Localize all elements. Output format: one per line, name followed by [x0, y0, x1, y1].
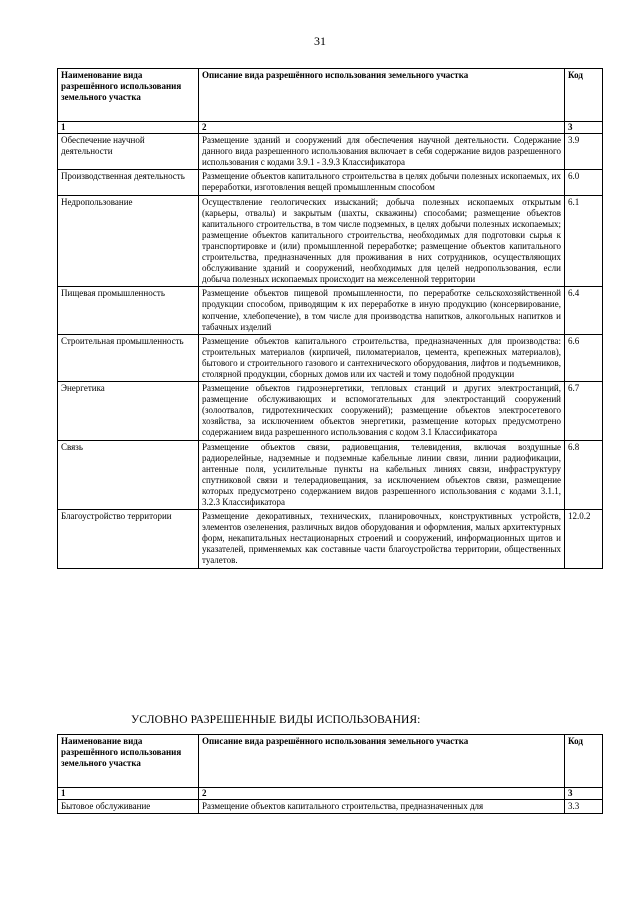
- table-header-row: [58, 69, 603, 122]
- use-name: Обеспечение научной деятельности: [58, 134, 199, 170]
- table-row: [58, 287, 603, 334]
- use-code: 6.4: [565, 287, 603, 334]
- use-code: 6.6: [565, 334, 603, 381]
- use-name: Производственная деятельность: [58, 170, 199, 195]
- header-code: Код: [565, 69, 603, 122]
- column-number-row: [58, 122, 603, 134]
- header-name: Наименование вида разрешённого использования земельного участка: [58, 69, 199, 122]
- conditional-use-table: [57, 734, 603, 814]
- use-name: Благоустройство территории: [58, 510, 199, 568]
- use-description: Размещение декоративных, технических, планировочных, конструктивных устройств, элементов озеленения, различных видов оборудования и оформления, малых архитектурных форм, некапитальных нестационарных строений и сооружений, информационных щитов и указателей, применяемых как составные части благоустройства территории, общественных туалетов.: [199, 510, 565, 568]
- table-row: [58, 134, 603, 170]
- column-number: 1: [58, 122, 199, 134]
- column-number: 2: [199, 122, 565, 134]
- column-number: 2: [199, 788, 565, 800]
- table-row: [58, 195, 603, 287]
- header-description: Описание вида разрешённого использования земельного участка: [199, 69, 565, 122]
- header-description: Описание вида разрешённого использования земельного участка: [199, 735, 565, 788]
- column-number: 1: [58, 788, 199, 800]
- use-name: Недропользование: [58, 195, 199, 287]
- use-name: Пищевая промышленность: [58, 287, 199, 334]
- table-row: [58, 382, 603, 440]
- use-name: Строительная промышленность: [58, 334, 199, 381]
- table-row: [58, 510, 603, 568]
- use-name: Связь: [58, 440, 199, 510]
- header-name: Наименование вида разрешённого использования земельного участка: [58, 735, 199, 788]
- table-row: [58, 170, 603, 195]
- table-row: [58, 334, 603, 381]
- use-description: Размещение зданий и сооружений для обеспечения научной деятельности. Содержание данного вида разрешенного использования включает в себя содержание видов разрешенного использования с кодами 3.9.1 - 3.9.3 Классификатора: [199, 134, 565, 170]
- use-code: 3.9: [565, 134, 603, 170]
- use-code: 6.8: [565, 440, 603, 510]
- use-code: 6.1: [565, 195, 603, 287]
- use-code: 3.3: [565, 800, 603, 814]
- use-description: Размещение объектов капитального строительства, предназначенных для производства: строительных материалов (кирпичей, пиломатериалов, цемента, крепежных материалов), бытового и строительного газового и сантехнического оборудования, лифтов и подъемников, столярной продукции, сборных домов или их частей и тому подобной продукции: [199, 334, 565, 381]
- use-description: Размещение объектов капитального строительства в целях добычи полезных ископаемых, их переработки, изготовления вещей промышленным способом: [199, 170, 565, 195]
- permitted-use-table: [57, 68, 603, 569]
- use-code: 6.7: [565, 382, 603, 440]
- column-number-row: [58, 788, 603, 800]
- use-name: Энергетика: [58, 382, 199, 440]
- use-name: Бытовое обслуживание: [58, 800, 199, 814]
- column-number: 3: [565, 122, 603, 134]
- column-number: 3: [565, 788, 603, 800]
- table-header-row: [58, 735, 603, 788]
- use-description: Размещение объектов связи, радиовещания, телевидения, включая воздушные радиорелейные, надземные и подземные кабельные линии связи, линии радиофикации, антенные поля, усилительные пункты на кабельных линиях связи, инфраструктуру спутниковой связи и телерадиовещания, за исключением объектов связи, размещение которых предусмотрено содержанием видов разрешенного использования с кодами 3.1.1, 3.2.3 Классификатора: [199, 440, 565, 510]
- use-description: Размещение объектов капитального строительства, предназначенных для: [199, 800, 565, 814]
- page-number: 31: [314, 34, 326, 48]
- table-row: [58, 440, 603, 510]
- use-description: Размещение объектов пищевой промышленности, по переработке сельскохозяйственной продукции способом, приводящим к их переработке в иную продукцию (консервирование, копчение, хлебопечение), в том числе для производства напитков, алкогольных напитков и табачных изделий: [199, 287, 565, 334]
- use-description: Размещение объектов гидроэнергетики, тепловых станций и других электростанций, размещение обслуживающих и вспомогательных для электростанций сооружений (золоотвалов, гидротехнических сооружений); размещение объектов электросетевого хозяйства, за исключением объектов энергетики, размещение которых предусмотрено содержанием вида разрешенного использования с кодом 3.1 Классификатора: [199, 382, 565, 440]
- use-description: Осуществление геологических изысканий; добыча полезных ископаемых открытым (карьеры, отвалы) и закрытым (шахты, скважины) способами; размещение объектов капитального строительства, в том числе подземных, в целях добычи полезных ископаемых; размещение объектов капитального строительства, необходимых для подготовки сырья к транспортировке и (или) промышленной переработке; размещение объектов капитального строительства, предназначенных для проживания в них сотрудников, осуществляющих обслуживание зданий и сооружений, необходимых для целей недропользования, если добыча полезных ископаемых происходит на межселенной территории: [199, 195, 565, 287]
- table-row: [58, 800, 603, 814]
- use-code: 6.0: [565, 170, 603, 195]
- header-code: Код: [565, 735, 603, 788]
- use-code: 12.0.2: [565, 510, 603, 568]
- section-heading: УСЛОВНО РАЗРЕШЕННЫЕ ВИДЫ ИСПОЛЬЗОВАНИЯ:: [131, 714, 421, 726]
